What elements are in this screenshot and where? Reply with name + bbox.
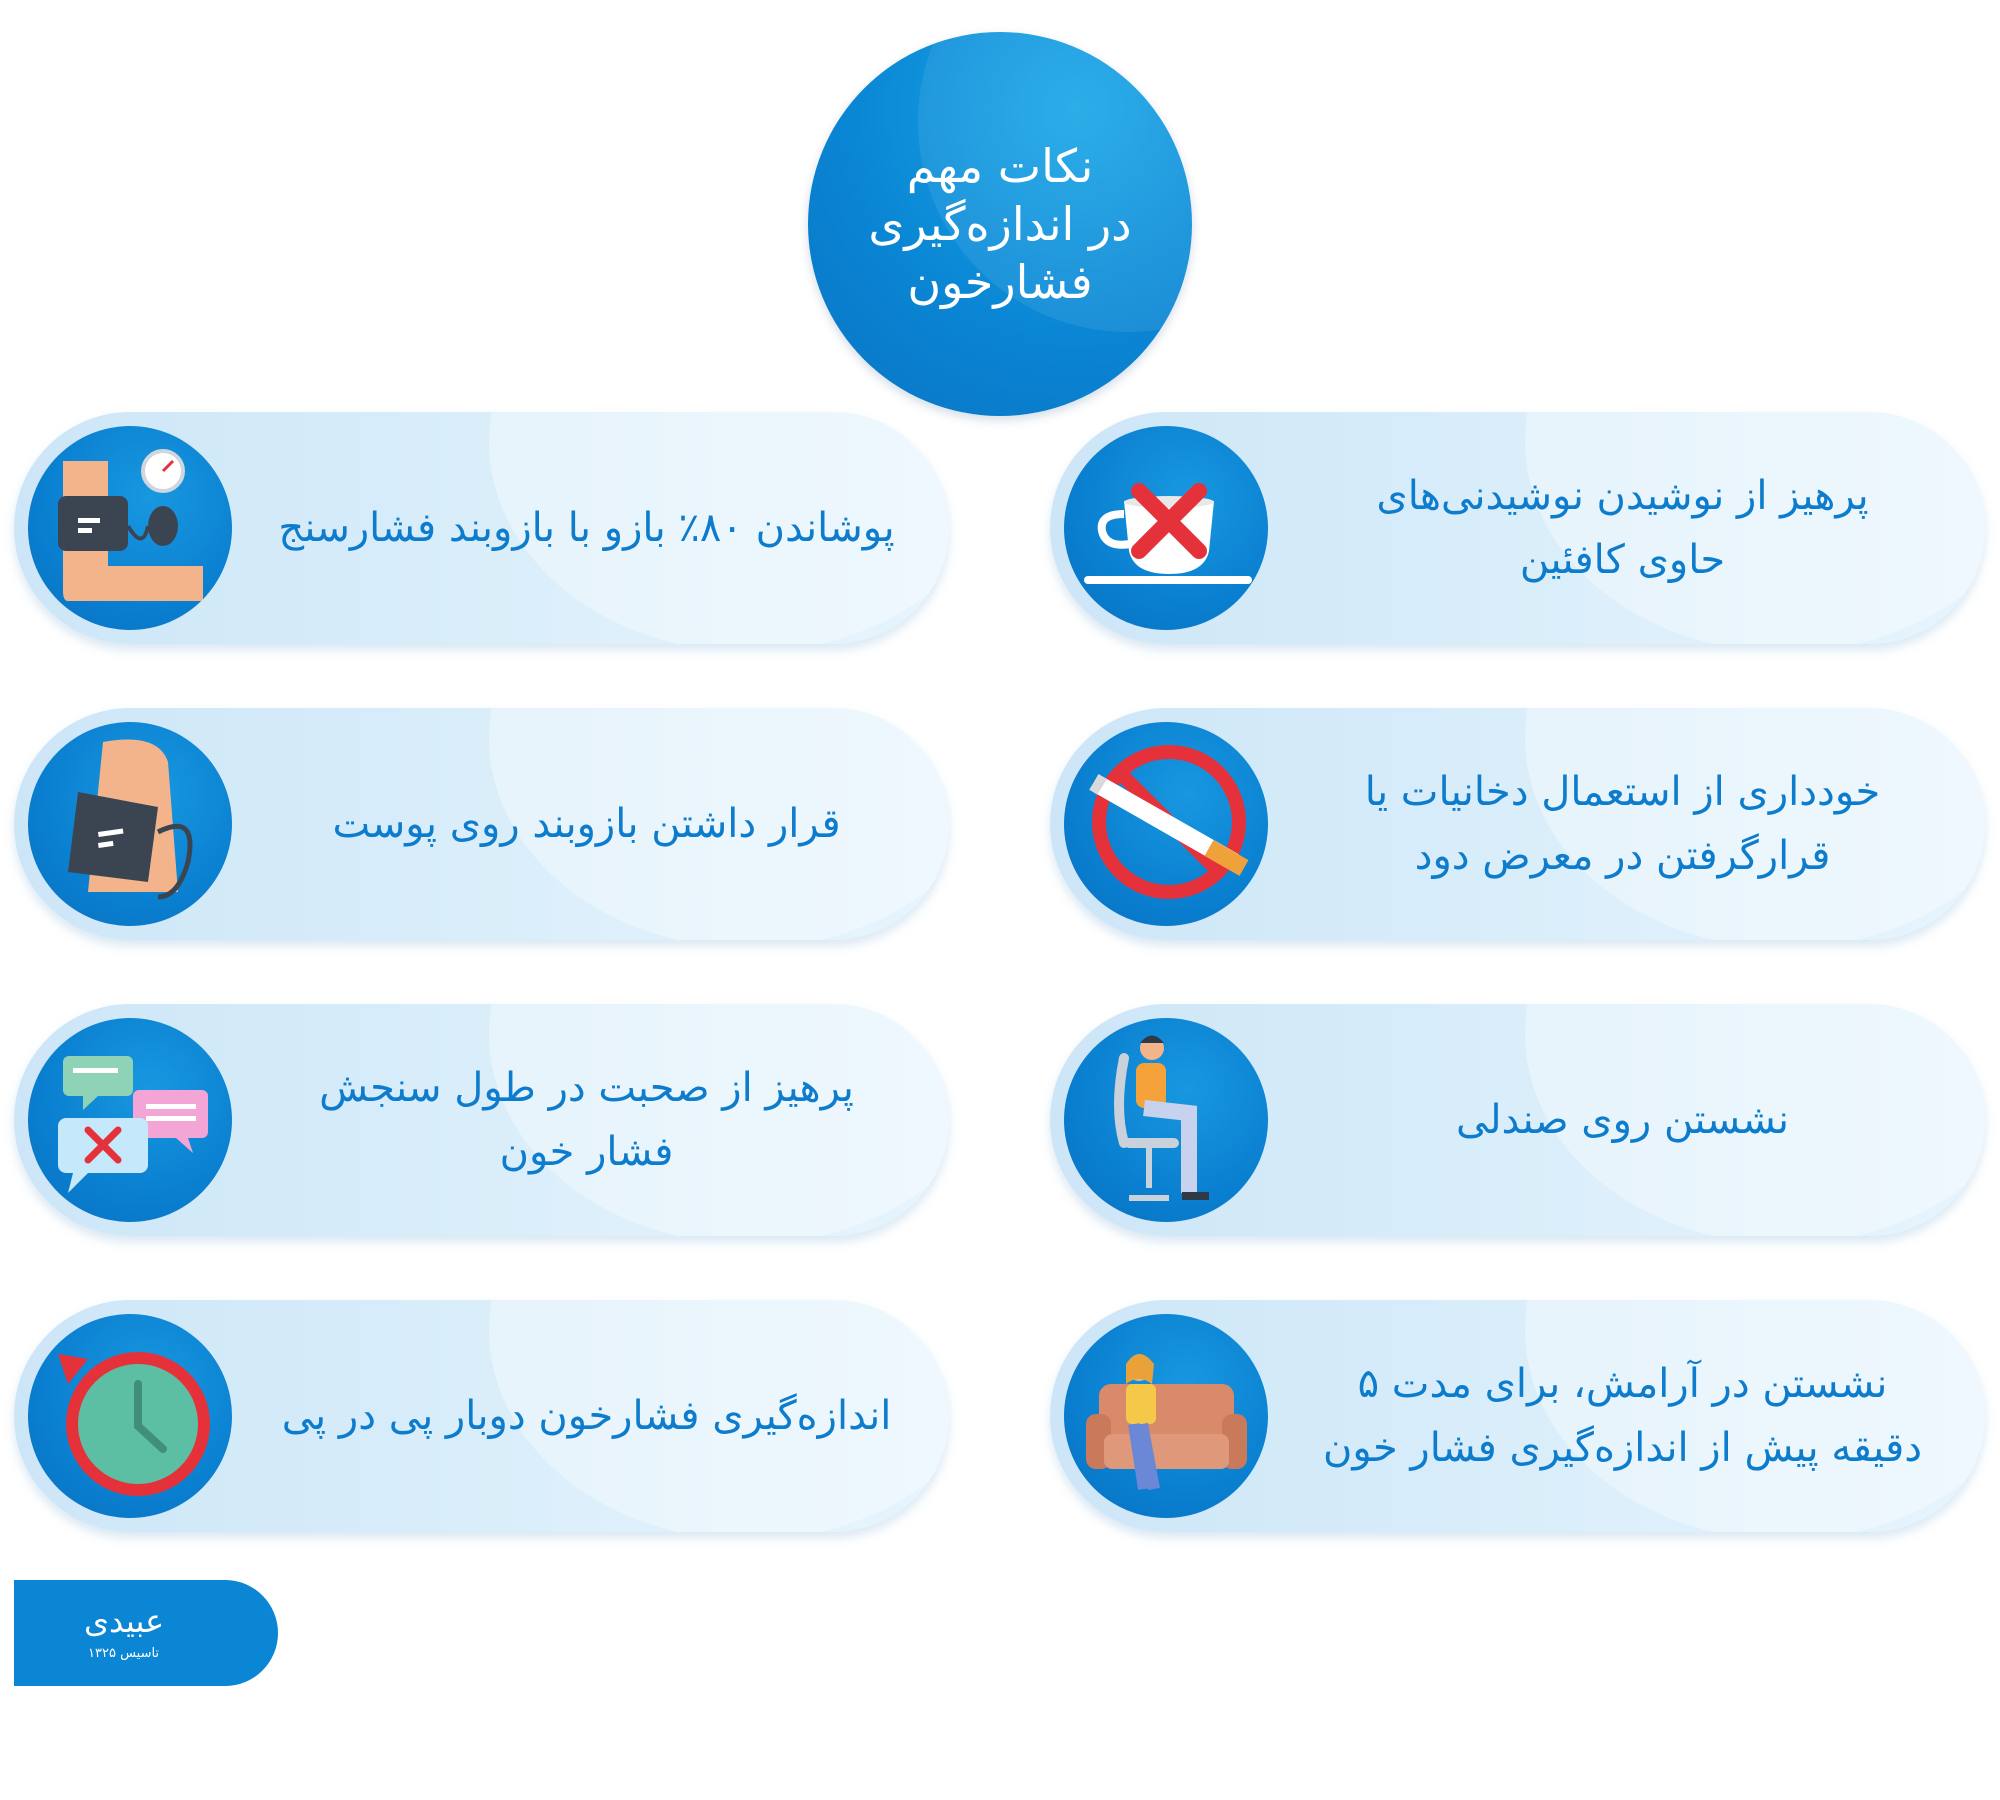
tip-card-cuff-skin — [14, 708, 949, 940]
tip-card-chair — [1050, 1004, 1985, 1236]
tip-card-talking — [14, 1004, 949, 1236]
page-title — [808, 32, 1192, 416]
blood-pressure-cuff-icon — [28, 426, 232, 630]
title-circle — [808, 32, 1192, 416]
tip-card-rest — [1050, 1300, 1985, 1532]
card-text-line-1: پوشاندن ۸۰٪ بازو با بازوبند فشارسنج — [278, 505, 895, 551]
card-text-line-1: نشستن روی صندلی — [1456, 1097, 1789, 1143]
card-text-line-1: پرهیز از صحبت در طول سنجش — [319, 1065, 854, 1111]
card-text-line-1: اندازه‌گیری فشارخون دوبار پی در پی — [281, 1393, 892, 1439]
card-text-line-1: قرار داشتن بازوبند روی پوست — [332, 801, 841, 847]
card-text-line-1: خودداری از استعمال دخانیات یا — [1364, 769, 1881, 815]
card-text-line-1: نشستن در آرامش، برای مدت ۵ — [1357, 1361, 1888, 1407]
title-line-3: فشارخون — [907, 255, 1093, 309]
tip-card-repeat — [14, 1300, 949, 1532]
tip-card-caffeine — [1050, 412, 1985, 644]
card-text-line-2: حاوی کافئین — [1519, 537, 1726, 583]
repeat-clock-icon — [28, 1314, 232, 1518]
title-line-2: در اندازه‌گیری — [868, 197, 1132, 251]
card-text-line-2: دقیقه پیش از اندازه‌گیری فشار خون — [1322, 1425, 1923, 1471]
cuff-on-skin-icon — [28, 722, 232, 926]
no-talking-icon — [28, 1018, 232, 1222]
title-line-1: نکات مهم — [906, 139, 1094, 193]
no-coffee-icon — [1064, 426, 1268, 630]
logo-name: عبیدی — [84, 1602, 165, 1640]
person-on-chair-icon — [1064, 1018, 1268, 1222]
logo-subtitle: تاسیس ۱۳۲۵ — [88, 1646, 160, 1661]
person-on-sofa-icon — [1064, 1314, 1268, 1518]
tip-card-smoking — [1050, 708, 1985, 940]
card-text-line-2: فشار خون — [499, 1129, 674, 1175]
no-smoking-icon — [1064, 722, 1268, 926]
brand-logo — [14, 1580, 278, 1686]
card-text-line-1: پرهیز از نوشیدن نوشیدنی‌های — [1376, 473, 1869, 519]
tip-card-arm-coverage — [14, 412, 949, 644]
card-text-line-2: قرارگرفتن در معرض دود — [1414, 833, 1831, 879]
